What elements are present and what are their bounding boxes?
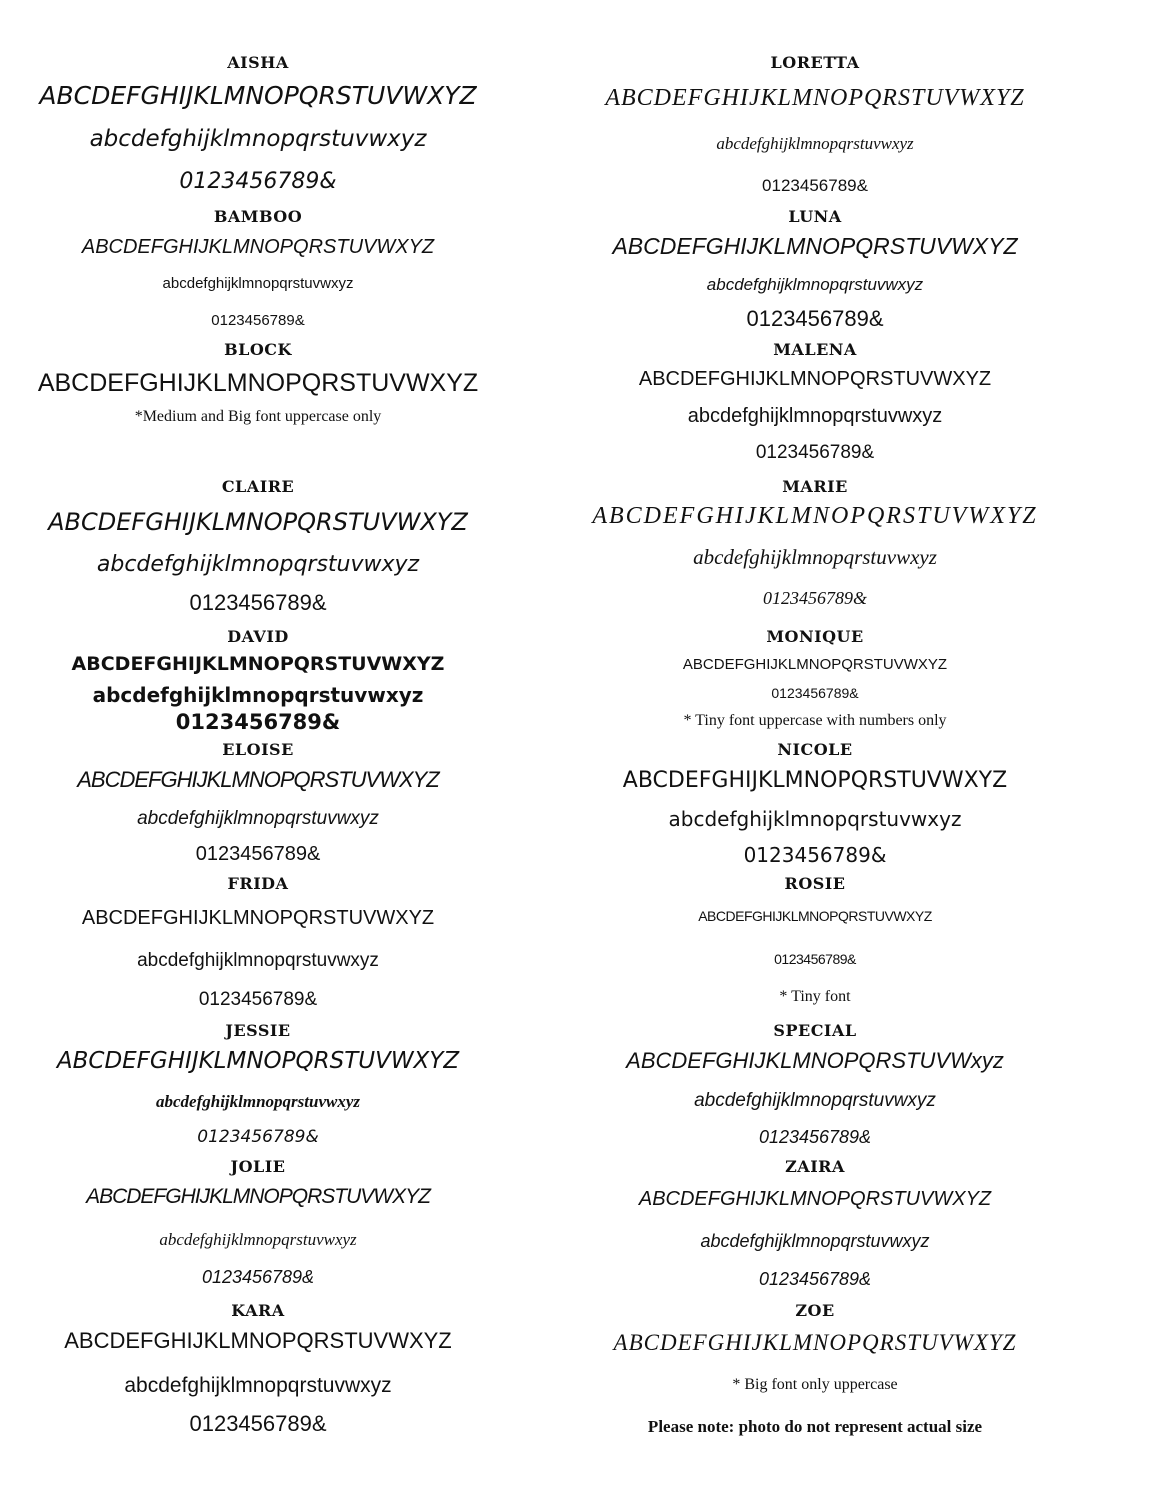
- luna-numbers: 0123456789&: [746, 306, 884, 331]
- loretta-numbers: 0123456789&: [762, 176, 868, 195]
- font-title-malena: MALENA: [773, 340, 857, 359]
- malena-numbers: 0123456789&: [755, 442, 875, 463]
- malena-uppercase: ABCDEFGHIJKLMNOPQRSTUVWXYZ: [638, 368, 992, 390]
- aisha-uppercase: ABCDEFGHIJKLMNOPQRSTUVWXYZ: [39, 81, 477, 110]
- zoe-note: * Big font only uppercase: [732, 1376, 898, 1393]
- marie-numbers: 0123456789&: [762, 588, 868, 608]
- eloise-uppercase: ABCDEFGHIJKLMNOPQRSTUVWXYZ: [77, 767, 439, 792]
- special-numbers: 0123456789&: [758, 1127, 872, 1147]
- zaira-lowercase: abcdefghijklmnopqrstuvwxyz: [700, 1231, 930, 1251]
- block-note: *Medium and Big font uppercase only: [134, 408, 382, 425]
- font-title-rosie: ROSIE: [784, 874, 846, 893]
- font-title-special: SPECIAL: [773, 1021, 857, 1040]
- aisha-numbers: 0123456789&: [179, 169, 337, 194]
- font-title-bamboo: BAMBOO: [213, 207, 303, 226]
- loretta-uppercase: ABCDEFGHIJKLMNOPQRSTUVWXYZ: [605, 85, 1025, 111]
- font-title-nicole: NICOLE: [777, 740, 853, 759]
- claire-lowercase: abcdefghijklmnopqrstuvwxyz: [96, 552, 420, 577]
- font-title-block: BLOCK: [224, 340, 292, 359]
- rosie-note: * Tiny font: [779, 988, 851, 1005]
- nicole-uppercase: ABCDEFGHIJKLMNOPQRSTUVWXYZ: [622, 768, 1008, 793]
- font-title-kara: KARA: [231, 1301, 285, 1320]
- malena-lowercase: abcdefghijklmnopqrstuvwxyz: [687, 405, 943, 427]
- jolie-numbers: 0123456789&: [201, 1267, 315, 1287]
- font-title-frida: FRIDA: [227, 874, 289, 893]
- rosie-numbers: 0123456789&: [774, 951, 856, 967]
- aisha-lowercase: abcdefghijklmnopqrstuvwxyz: [89, 126, 427, 152]
- font-title-marie: MARIE: [782, 477, 848, 496]
- frida-uppercase: ABCDEFGHIJKLMNOPQRSTUVWXYZ: [81, 907, 435, 929]
- font-title-david: DAVID: [227, 627, 289, 646]
- nicole-numbers: 0123456789&: [743, 843, 887, 867]
- footer-note: Please note: photo do not represent actual size: [647, 1417, 983, 1436]
- claire-uppercase: ABCDEFGHIJKLMNOPQRSTUVWXYZ: [48, 508, 468, 536]
- font-title-monique: MONIQUE: [766, 627, 864, 646]
- bamboo-uppercase: ABCDEFGHIJKLMNOPQRSTUVWXYZ: [81, 236, 435, 258]
- bamboo-lowercase: abcdefghijklmnopqrstuvwxyz: [162, 275, 354, 292]
- kara-lowercase: abcdefghijklmnopqrstuvwxyz: [124, 1374, 392, 1397]
- bamboo-numbers: 0123456789&: [211, 312, 305, 329]
- font-title-jessie: JESSIE: [225, 1021, 291, 1040]
- zaira-numbers: 0123456789&: [758, 1269, 872, 1289]
- monique-note: * Tiny font uppercase with numbers only: [683, 712, 947, 729]
- jessie-uppercase: ABCDEFGHIJKLMNOPQRSTUVWXYZ: [56, 1048, 460, 1074]
- eloise-lowercase: abcdefghijklmnopqrstuvwxyz: [137, 808, 379, 829]
- zaira-uppercase: ABCDEFGHIJKLMNOPQRSTUVWXYZ: [638, 1188, 992, 1210]
- font-title-aisha: AISHA: [227, 53, 289, 72]
- font-title-jolie: JOLIE: [230, 1157, 286, 1176]
- loretta-lowercase: abcdefghijklmnopqrstuvwxyz: [716, 134, 914, 153]
- rosie-uppercase: ABCDEFGHIJKLMNOPQRSTUVWXYZ: [698, 908, 932, 924]
- claire-numbers: 0123456789&: [189, 590, 327, 615]
- monique-numbers: 0123456789&: [771, 685, 859, 701]
- marie-uppercase: ABCDEFGHIJKLMNOPQRSTUVWXYZ: [592, 503, 1038, 529]
- special-lowercase: abcdefghijklmnopqrstuvwxyz: [694, 1090, 936, 1111]
- david-lowercase: abcdefghijklmnopqrstuvwxyz: [92, 683, 424, 707]
- jessie-lowercase: abcdefghijklmnopqrstuvwxyz: [155, 1092, 361, 1111]
- font-title-luna: LUNA: [788, 207, 842, 226]
- monique-uppercase: ABCDEFGHIJKLMNOPQRSTUVWXYZ: [682, 656, 948, 673]
- font-title-eloise: ELOISE: [222, 740, 294, 759]
- jessie-numbers: 0123456789&: [197, 1127, 319, 1147]
- frida-lowercase: abcdefghijklmnopqrstuvwxyz: [137, 950, 379, 971]
- font-title-claire: CLAIRE: [221, 477, 295, 496]
- jolie-lowercase: abcdefghijklmnopqrstuvwxyz: [159, 1230, 357, 1249]
- eloise-numbers: 0123456789&: [195, 843, 321, 865]
- block-uppercase: ABCDEFGHIJKLMNOPQRSTUVWXYZ: [37, 369, 479, 397]
- kara-numbers: 0123456789&: [189, 1411, 327, 1436]
- luna-uppercase: ABCDEFGHIJKLMNOPQRSTUVWXYZ: [612, 233, 1018, 259]
- jolie-uppercase: ABCDEFGHIJKLMNOPQRSTUVWXYZ: [86, 1185, 430, 1208]
- font-title-zaira: ZAIRA: [785, 1157, 845, 1176]
- font-title-zoe: ZOE: [795, 1301, 835, 1320]
- special-uppercase: ABCDEFGHIJKLMNOPQRSTUVWxyz: [626, 1048, 1004, 1073]
- luna-lowercase: abcdefghijklmnopqrstuvwxyz: [706, 275, 924, 294]
- zoe-uppercase: ABCDEFGHIJKLMNOPQRSTUVWXYZ: [613, 1330, 1017, 1355]
- kara-uppercase: ABCDEFGHIJKLMNOPQRSTUVWXYZ: [64, 1328, 452, 1353]
- font-title-loretta: LORETTA: [770, 53, 860, 72]
- frida-numbers: 0123456789&: [198, 989, 318, 1010]
- nicole-lowercase: abcdefghijklmnopqrstuvwxyz: [668, 807, 962, 831]
- david-uppercase: ABCDEFGHIJKLMNOPQRSTUVWXYZ: [71, 653, 445, 675]
- david-numbers: 0123456789&: [175, 710, 341, 734]
- marie-lowercase: abcdefghijklmnopqrstuvwxyz: [693, 545, 937, 569]
